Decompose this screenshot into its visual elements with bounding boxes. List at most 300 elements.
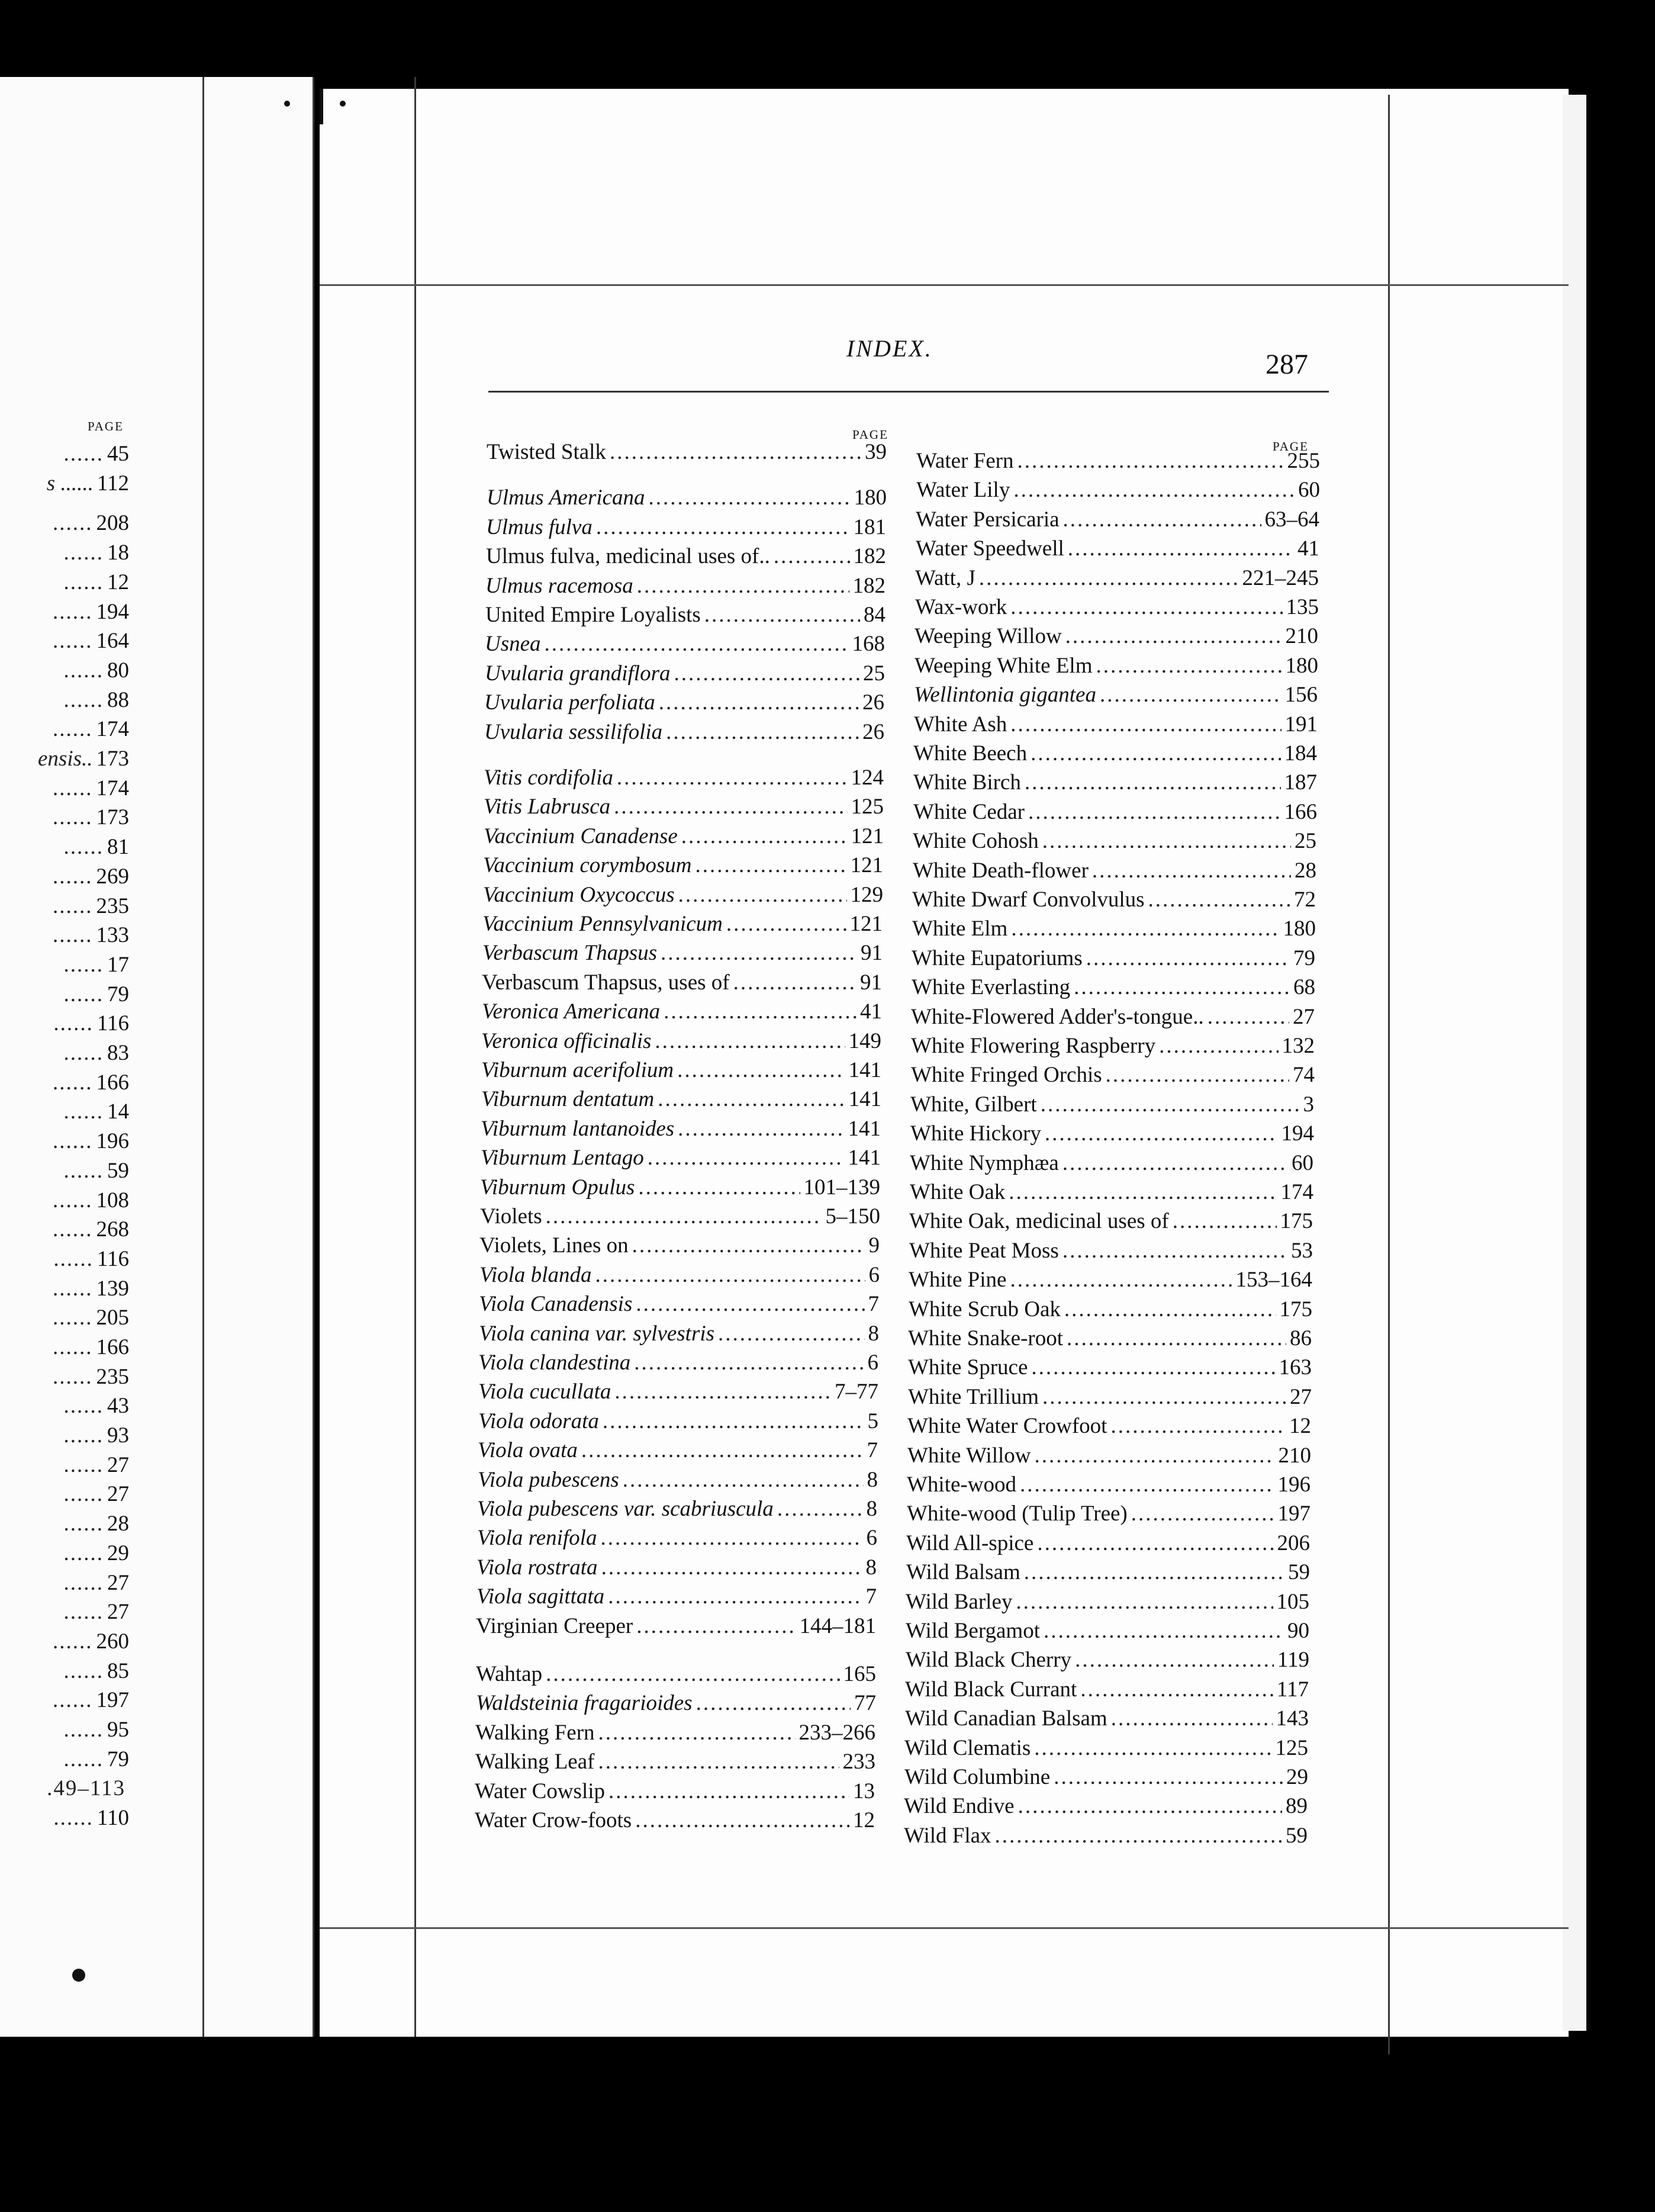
index-entry (0, 745, 129, 773)
entry-page: 184 (1284, 741, 1317, 766)
entry-term: Ulmus fulva (486, 515, 593, 539)
entry-page: 166 (1284, 799, 1317, 824)
entry-page: 166 (96, 1070, 129, 1095)
entry-page: 141 (848, 1087, 881, 1112)
entry-page: 79 (107, 1747, 129, 1771)
entry-term: Viola renifola (477, 1526, 597, 1551)
entry-page: 68 (1293, 975, 1315, 1000)
index-entry (904, 1734, 1308, 1763)
entry-page: 7 (865, 1584, 877, 1609)
entry-term: Violets, Lines on (479, 1233, 629, 1258)
entry-term: Vaccinium Pennsylvanicum (482, 912, 723, 936)
entry-page: 117 (1276, 1677, 1309, 1702)
index-entry (0, 1480, 129, 1509)
index-entry (910, 1178, 1313, 1207)
entry-page: 119 (1277, 1648, 1309, 1673)
entry-page: 80 (107, 658, 129, 683)
entry-page: 196 (1277, 1472, 1311, 1497)
index-entry (477, 1524, 877, 1552)
entry-term-fragment: ...... (53, 1129, 93, 1153)
index-entry (0, 921, 129, 950)
index-entry (912, 886, 1316, 914)
index-entry (906, 1617, 1309, 1645)
dot-leader (726, 910, 846, 938)
index-entry (913, 769, 1317, 797)
entry-page: 121 (849, 912, 883, 936)
dot-leader (733, 969, 857, 997)
dot-leader (614, 793, 847, 821)
entry-page: 27 (107, 1482, 129, 1506)
index-entry (905, 1676, 1309, 1704)
entry-term-fragment: ...... (63, 688, 104, 712)
entry-page: 45 (107, 442, 129, 466)
entry-page: 125 (1275, 1735, 1308, 1760)
entry-page: 139 (96, 1277, 129, 1301)
index-entry (908, 1324, 1312, 1353)
index-entry (916, 535, 1319, 563)
entry-term-fragment: ...... (53, 1335, 93, 1359)
entry-term: White Fringed Orchis (911, 1063, 1102, 1088)
dot-leader (1010, 710, 1281, 739)
index-entry (486, 542, 886, 571)
index-entry (912, 944, 1315, 973)
dot-leader (1080, 1676, 1273, 1704)
entry-page: 27 (107, 1600, 129, 1624)
entry-page: 27 (107, 1453, 129, 1477)
entry-page: 174 (96, 717, 129, 741)
dot-leader (1041, 1091, 1300, 1119)
entry-term: White Cohosh (913, 829, 1039, 854)
entry-term-fragment: ...... (63, 1571, 104, 1595)
index-entry (0, 1304, 129, 1332)
entry-page: 194 (96, 600, 129, 624)
entry-page: 144–181 (799, 1613, 876, 1638)
dot-leader (1010, 593, 1282, 622)
entry-page: 8 (868, 1321, 879, 1346)
entry-term: Watt, J (915, 565, 975, 590)
index-entry (476, 1612, 876, 1641)
dot-leader (1062, 1237, 1287, 1265)
dot-leader (636, 1612, 796, 1641)
entry-page: 141 (848, 1058, 881, 1082)
index-entry (0, 1628, 129, 1656)
entry-term: White Cedar (913, 799, 1025, 824)
entry-term: Violets (480, 1204, 542, 1229)
entry-page: 105 (1276, 1589, 1309, 1614)
index-entry (913, 740, 1317, 768)
entry-term: Uvularia sessilifolia (484, 719, 663, 744)
entry-page: 27 (1290, 1384, 1312, 1409)
dot-leader (545, 630, 849, 658)
dot-leader (1010, 1266, 1232, 1294)
dot-leader (1011, 915, 1279, 943)
index-entry (910, 1091, 1314, 1119)
entry-term: Water Fern (916, 449, 1014, 473)
entry-page: 83 (107, 1041, 129, 1065)
dot-leader (595, 1261, 865, 1290)
dot-leader (623, 1466, 864, 1494)
dot-leader (1092, 857, 1291, 885)
entry-term: Viola ovata (478, 1438, 578, 1463)
binding-mark (340, 101, 346, 107)
entry-term: White Oak, medicinal uses of (909, 1209, 1169, 1234)
entry-term: Veronica Americana (482, 999, 661, 1024)
entry-page: 180 (1283, 917, 1316, 941)
index-entry (479, 1320, 879, 1348)
entry-page: 7–77 (835, 1380, 878, 1404)
entry-page: 133 (96, 923, 129, 947)
entry-page: 63–64 (1264, 507, 1319, 532)
entry-term: White Hickory (910, 1121, 1041, 1146)
entry-page: 8 (866, 1497, 877, 1521)
entry-term: White Death-flower (913, 858, 1089, 883)
entry-page: 29 (1286, 1765, 1308, 1789)
entry-term: Water Persicaria (916, 507, 1060, 532)
entry-page: 95 (107, 1718, 129, 1742)
column-page-label: PAGE (852, 427, 888, 442)
entry-term: Viburnum Lentago (481, 1146, 644, 1171)
index-entry (0, 833, 129, 861)
entry-page: 180 (1285, 653, 1318, 678)
entry-term: White-wood (907, 1472, 1016, 1497)
dot-leader (1068, 535, 1294, 563)
dot-leader (1017, 447, 1283, 475)
entry-term-fragment: ...... (53, 894, 93, 918)
entry-term-fragment: ...... (53, 717, 93, 741)
page-edge (1563, 95, 1586, 2031)
dot-leader (635, 1806, 849, 1835)
index-entry (0, 1039, 129, 1068)
entry-page: 156 (1284, 683, 1318, 708)
index-entry (475, 1748, 875, 1776)
dot-leader (1031, 740, 1280, 768)
entry-page: 173 (96, 805, 129, 830)
dot-leader (661, 939, 857, 967)
dot-leader (1042, 827, 1291, 856)
entry-page: 121 (851, 824, 884, 848)
entry-term: White Everlasting (912, 975, 1071, 1000)
dot-leader (1028, 798, 1281, 827)
entry-term: White Trillium (908, 1384, 1039, 1409)
entry-page: 26 (862, 719, 884, 744)
dot-leader (1148, 886, 1290, 914)
entry-page: 86 (1290, 1326, 1312, 1351)
entry-term: White Ash (914, 712, 1007, 737)
index-entry (475, 1777, 875, 1806)
dot-leader (1044, 1617, 1284, 1645)
index-entry (0, 1187, 129, 1215)
entry-page: 196 (96, 1129, 129, 1153)
entry-term: Water Cowslip (475, 1779, 606, 1803)
index-entry (0, 598, 129, 626)
entry-page: 210 (1285, 624, 1318, 649)
index-entry (485, 660, 885, 688)
entry-page: 79 (1293, 946, 1315, 970)
index-entry (485, 572, 886, 600)
index-entry (907, 1500, 1311, 1528)
entry-page: 182 (852, 573, 886, 598)
entry-term-fragment: ...... (53, 1688, 93, 1712)
dot-leader (1065, 622, 1282, 651)
index-entry (915, 652, 1318, 680)
entry-term-fragment: ensis.. (38, 747, 93, 771)
entry-page: 132 (1282, 1034, 1315, 1058)
index-entry (0, 1157, 129, 1185)
index-entry (482, 998, 882, 1026)
entry-term: Viburnum acerifolium (481, 1058, 674, 1082)
dot-leader (1086, 944, 1290, 973)
entry-term: Ulmus racemosa (485, 573, 633, 598)
index-entry (0, 1745, 129, 1774)
frame-line (320, 284, 1569, 286)
dot-leader (1020, 1471, 1274, 1499)
entry-term-fragment: ...... (63, 953, 104, 977)
entry-term: Water Speedwell (916, 536, 1064, 561)
entry-page: 268 (96, 1217, 129, 1242)
dot-leader (634, 1349, 864, 1377)
entry-term-fragment: ...... (63, 1718, 104, 1742)
entry-term-fragment: ...... (53, 1277, 93, 1301)
dot-leader (1013, 476, 1295, 504)
column-page-label: PAGE (1273, 439, 1309, 454)
entry-page: 112 (96, 471, 129, 496)
index-entry (910, 1149, 1313, 1178)
entry-term: Viola pubescens (478, 1467, 619, 1492)
binding-mark (72, 1969, 85, 1982)
index-entry (913, 857, 1316, 885)
index-entry (476, 1554, 877, 1582)
dot-leader (610, 438, 861, 467)
entry-page: 135 (1286, 595, 1319, 619)
entry-page: 108 (96, 1188, 129, 1213)
entry-term: Usnea (485, 632, 541, 657)
index-entry (481, 1027, 881, 1056)
entry-term-fragment: ...... (63, 1659, 104, 1683)
entry-term: Viola sagittata (476, 1584, 605, 1609)
entry-page: 25 (863, 661, 885, 686)
entry-page: 6 (868, 1262, 880, 1287)
index-entry (486, 513, 886, 542)
index-entry (0, 1686, 129, 1715)
entry-term-fragment: ...... (63, 1482, 104, 1506)
dot-leader (1031, 1353, 1275, 1382)
index-entry (480, 1203, 880, 1231)
index-entry (0, 539, 129, 567)
dot-leader (704, 601, 860, 629)
index-entry (0, 1127, 129, 1156)
entry-page: 53 (1291, 1238, 1313, 1263)
index-entry (0, 1569, 129, 1597)
dot-leader (596, 513, 850, 542)
dot-leader (601, 1554, 862, 1582)
entry-term: Wild Flax (904, 1823, 991, 1848)
index-entry (905, 1705, 1309, 1733)
index-entry (0, 892, 129, 921)
index-entry (481, 1144, 881, 1172)
entry-page: 29 (107, 1541, 129, 1565)
dot-leader (1035, 1442, 1275, 1470)
dot-leader (777, 1495, 863, 1523)
entry-term: White-Flowered Adder's-tongue.. (911, 1004, 1204, 1029)
index-entry (906, 1529, 1310, 1558)
entry-term: White Scrub Oak (909, 1297, 1061, 1322)
dot-leader (638, 1173, 800, 1202)
index-entry (478, 1349, 878, 1377)
entry-page: 174 (96, 776, 129, 800)
index-entry (915, 622, 1318, 651)
index-entry (915, 564, 1319, 593)
index-entry (915, 593, 1319, 622)
entry-term-fragment: .49–113 (47, 1776, 125, 1801)
entry-term: Walking Fern (475, 1720, 595, 1745)
index-entry (916, 506, 1319, 534)
entry-term: Wellintonia gigantea (914, 683, 1096, 708)
entry-term: Uvularia perfoliata (484, 690, 655, 715)
index-entry (0, 470, 129, 498)
entry-page: 129 (850, 882, 883, 907)
binding-mark (320, 89, 323, 124)
index-entry (484, 689, 884, 717)
entry-page: 25 (1295, 829, 1316, 854)
dot-leader (1009, 1178, 1277, 1207)
index-entry (0, 1069, 129, 1097)
frame-line (1388, 95, 1390, 2055)
index-entry (0, 951, 129, 979)
index-entry (478, 1378, 878, 1406)
dot-leader (658, 1085, 845, 1114)
entry-page: 77 (854, 1691, 876, 1716)
index-entry (911, 1003, 1315, 1031)
entry-term: Uvularia grandiflora (485, 661, 671, 686)
index-entry (484, 718, 884, 747)
entry-page: 59 (1288, 1560, 1310, 1585)
entry-page: 79 (107, 982, 129, 1007)
entry-page: 26 (862, 690, 884, 715)
index-entry (482, 910, 883, 938)
entry-term: Vaccinium corymbosum (483, 853, 692, 878)
entry-page: 28 (1295, 858, 1316, 883)
index-entry (0, 1216, 129, 1244)
index-entry (0, 1422, 129, 1450)
entry-page: 191 (1284, 712, 1318, 737)
entry-term: Viburnum Opulus (480, 1175, 635, 1200)
entry-term: White Beech (913, 741, 1028, 766)
entry-term: Viola Canadensis (479, 1292, 633, 1317)
index-entry (909, 1266, 1312, 1294)
entry-term: Wild Columbine (904, 1765, 1051, 1789)
entry-page: 17 (107, 953, 129, 977)
index-entry (0, 657, 129, 685)
entry-page: 235 (96, 894, 129, 918)
entry-term-fragment: ...... (63, 1747, 104, 1771)
dot-leader (1042, 1383, 1286, 1412)
entry-term: Ulmus fulva, medicinal uses of.. (486, 544, 770, 569)
entry-term-fragment: ...... (63, 1423, 104, 1448)
entry-term-fragment: ...... (53, 776, 93, 800)
dot-leader (603, 1407, 864, 1436)
entry-term: Viola pubescens var. scabriuscula (477, 1497, 774, 1521)
entry-term: Viola rostrata (476, 1555, 598, 1580)
dot-leader (979, 564, 1239, 593)
dot-leader (1037, 1529, 1273, 1558)
dot-leader (1025, 769, 1281, 797)
entry-term: Vitis cordifolia (484, 766, 613, 790)
entry-term: Viola canina var. sylvestris (479, 1321, 715, 1346)
entry-page: 180 (854, 486, 887, 510)
entry-page: 153–164 (1235, 1268, 1312, 1293)
page-number: 287 (1266, 349, 1308, 380)
index-entry (910, 1120, 1314, 1148)
entry-term-fragment: ...... (63, 1453, 104, 1477)
index-entry (906, 1646, 1309, 1674)
entry-term: Weeping Willow (915, 624, 1062, 649)
entry-page: 124 (851, 766, 884, 790)
entry-term-fragment: ...... (53, 1365, 93, 1389)
index-entry (916, 447, 1320, 475)
entry-page: 12 (107, 570, 129, 594)
index-entry (0, 1598, 129, 1626)
entry-term-fragment: ...... (53, 1306, 93, 1330)
entry-page: 90 (1287, 1619, 1309, 1643)
index-entry (0, 1009, 129, 1038)
dot-leader (1100, 681, 1282, 709)
dot-leader (1111, 1705, 1273, 1733)
entry-term-fragment: ...... (53, 923, 93, 947)
entry-term: Wax-work (915, 595, 1007, 619)
entry-page: 163 (1279, 1355, 1312, 1380)
index-entry (0, 686, 129, 715)
index-entry (478, 1407, 878, 1436)
index-entry (480, 1173, 880, 1202)
entry-term: White Peat Moss (909, 1238, 1059, 1263)
entry-page: 5 (867, 1409, 878, 1433)
index-entry (483, 881, 883, 909)
entry-term-fragment: ...... (63, 835, 104, 859)
index-entry (479, 1232, 880, 1260)
index-entry (0, 1245, 129, 1274)
index-entry (913, 798, 1317, 827)
entry-page: 27 (107, 1571, 129, 1595)
entry-term-fragment: ...... (63, 570, 104, 594)
index-entry (909, 1237, 1313, 1265)
entry-page: 116 (96, 1011, 129, 1036)
entry-term: White, Gilbert (910, 1092, 1037, 1117)
index-entry (0, 1098, 129, 1126)
entry-page: 74 (1293, 1063, 1315, 1088)
entry-term-fragment: ...... (63, 1159, 104, 1183)
entry-term: Vaccinium Canadense (484, 824, 678, 848)
entry-page: 7 (867, 1438, 878, 1463)
entry-page: 43 (107, 1394, 129, 1418)
entry-page: 197 (1277, 1502, 1311, 1526)
entry-page: 255 (1287, 449, 1320, 473)
dot-leader (1034, 1734, 1271, 1763)
dot-leader (608, 1777, 849, 1806)
entry-term-fragment: ...... (53, 1011, 94, 1036)
entry-page: 235 (96, 1365, 129, 1389)
dot-leader (659, 689, 859, 717)
entry-page: 143 (1276, 1706, 1309, 1731)
dot-leader (695, 851, 846, 880)
entry-page: 210 (1278, 1443, 1311, 1468)
entry-term: Wild Black Currant (905, 1677, 1077, 1702)
frame-line (414, 77, 416, 2037)
dot-leader (674, 660, 860, 688)
index-entry (476, 1689, 876, 1718)
dot-leader (632, 1232, 865, 1260)
entry-term: Wild Balsam (906, 1560, 1020, 1585)
entry-term: Verbascum Thapsus, uses of (482, 970, 730, 995)
